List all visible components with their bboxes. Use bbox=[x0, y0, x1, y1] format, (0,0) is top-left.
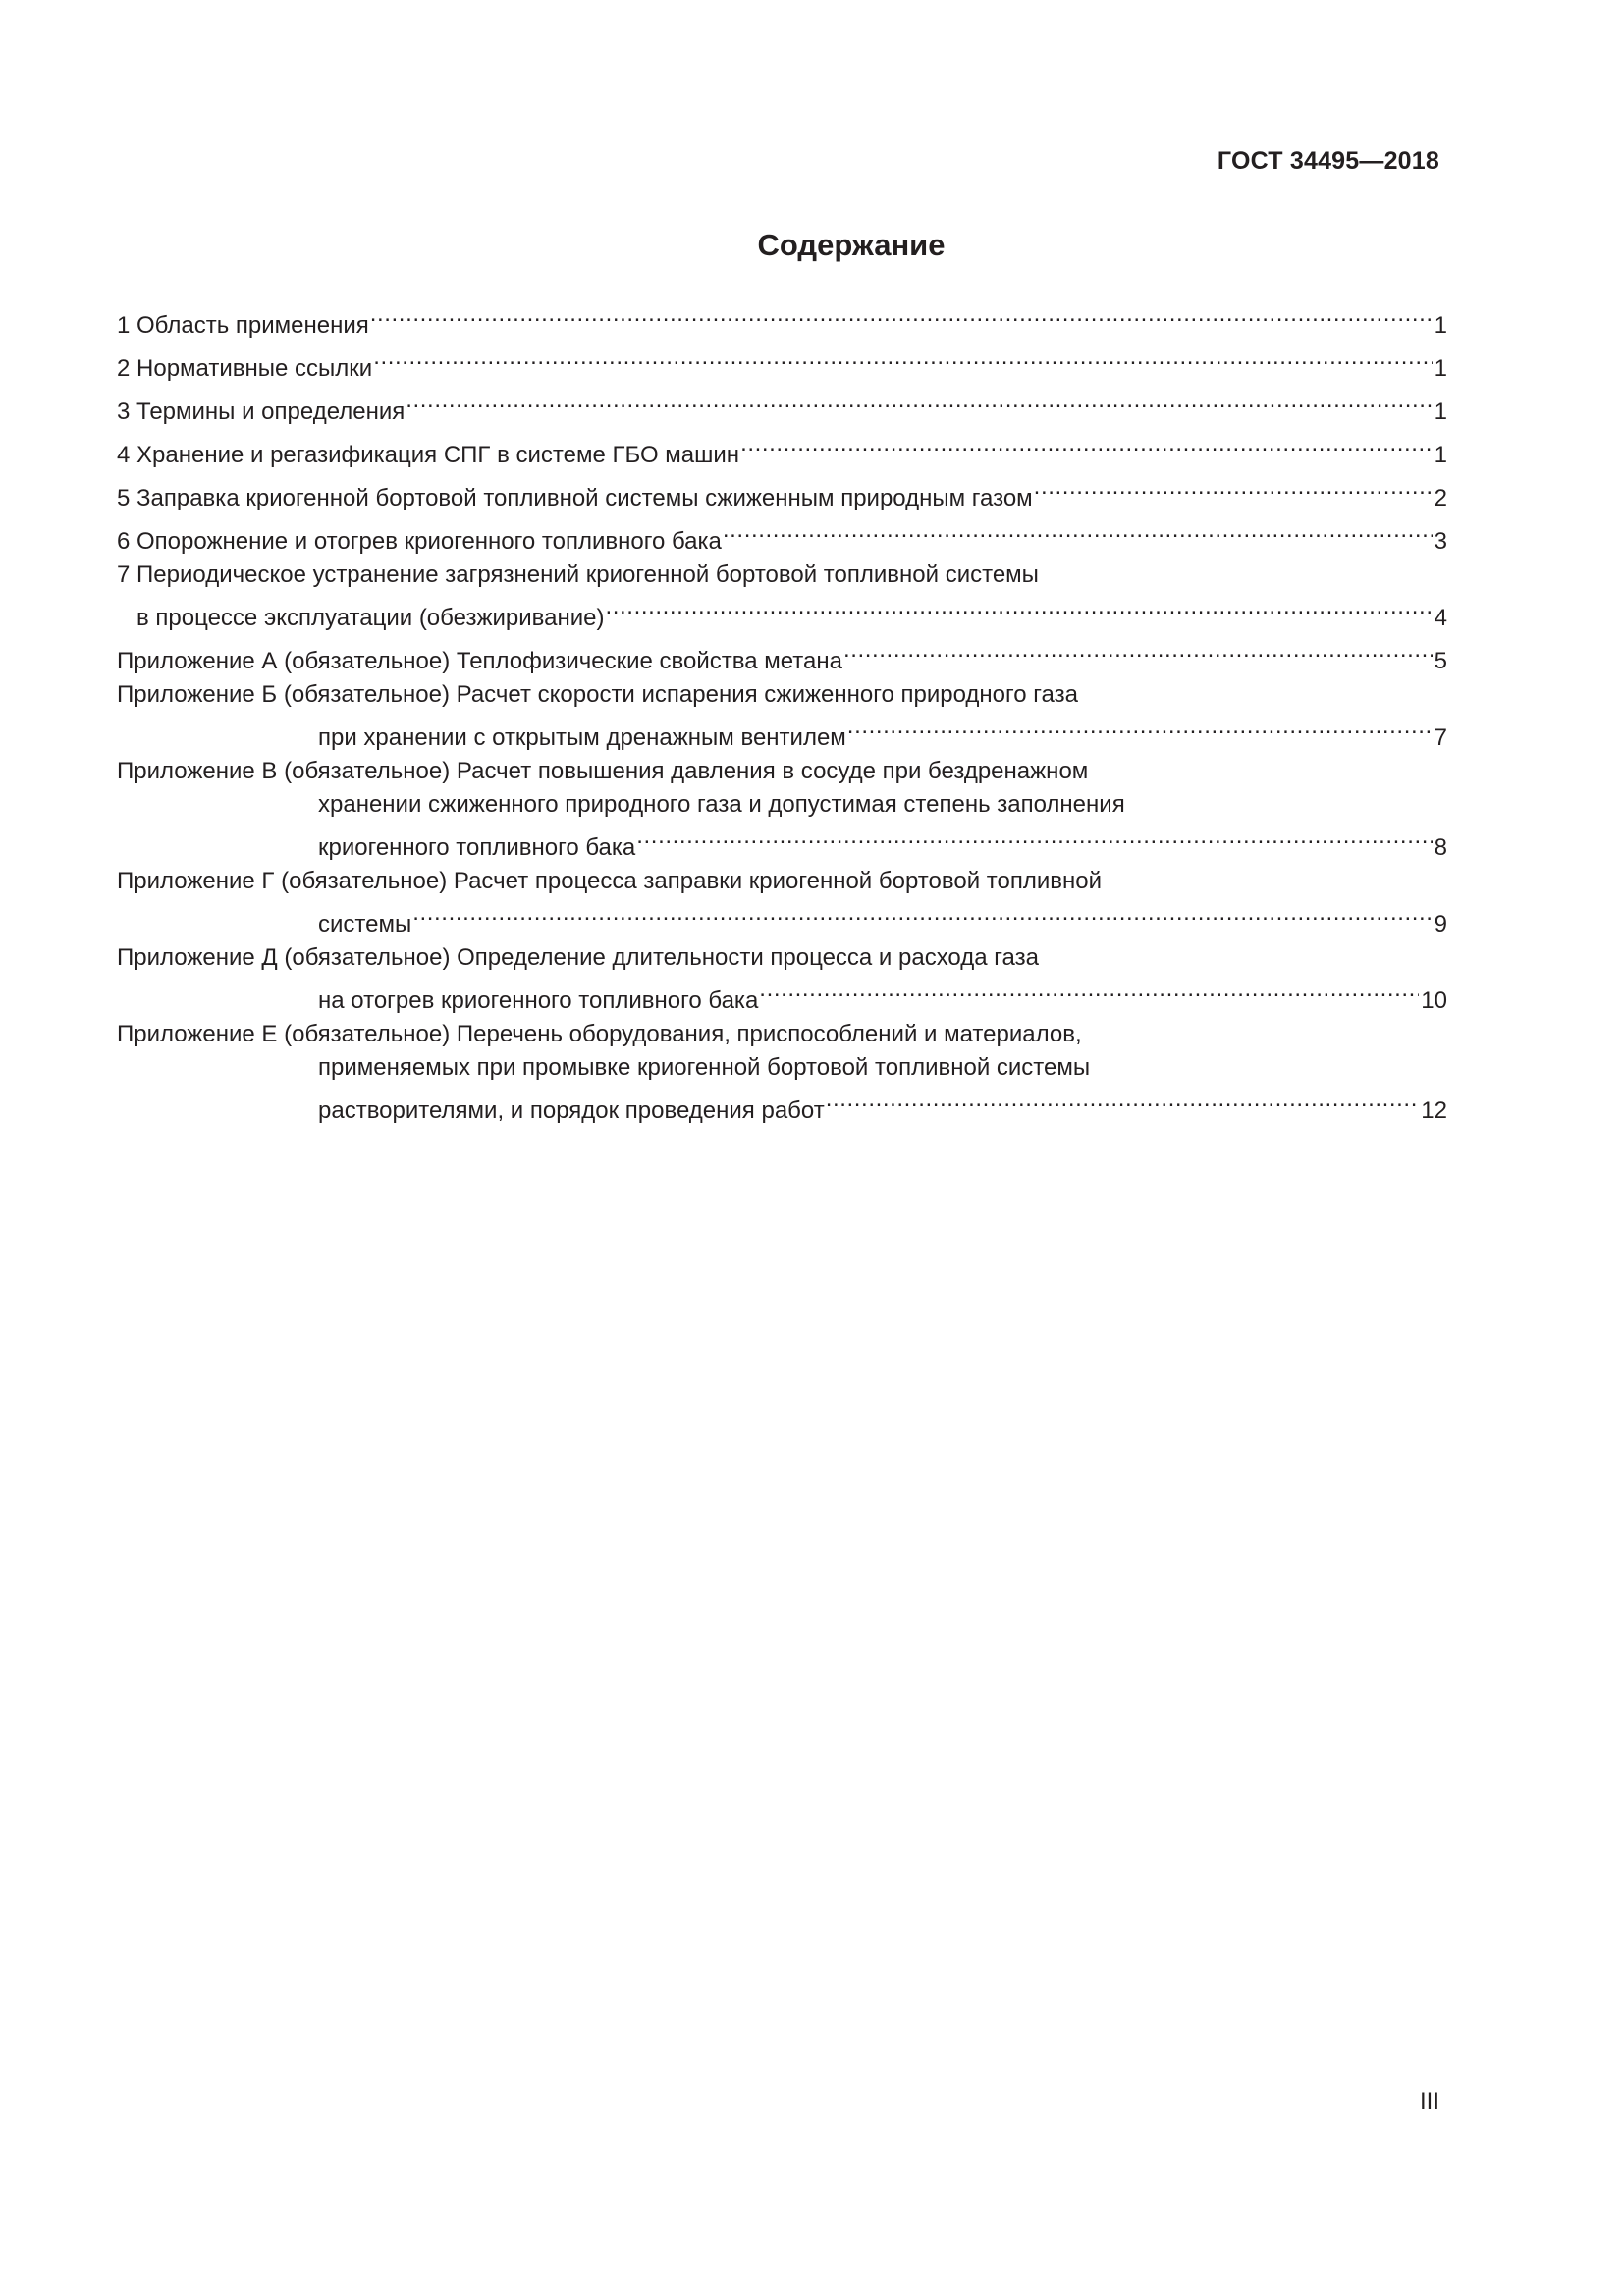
toc-page-number: 1 bbox=[1434, 355, 1447, 382]
toc-entry-text: 7 Периодическое устранение загрязнений криогенной бортовой топливной системы bbox=[117, 561, 1039, 588]
dot-leader bbox=[406, 386, 1432, 419]
toc-line bbox=[117, 1085, 1447, 1128]
toc-page-number: 5 bbox=[1434, 648, 1447, 674]
toc-entry-text: применяемых при промывке криогенной бортовой топливной системы bbox=[318, 1054, 1091, 1081]
toc-entry[interactable] bbox=[117, 1018, 1447, 1128]
toc-entry-text: 5 Заправка криогенной бортовой топливной системы сжиженным природным газом bbox=[117, 485, 1033, 511]
toc-line bbox=[117, 299, 1447, 343]
document-id: ГОСТ 34495—2018 bbox=[1217, 147, 1439, 175]
toc-entry[interactable] bbox=[117, 559, 1447, 635]
toc-entry-text: 1 Область применения bbox=[117, 312, 369, 339]
toc-page-number: 10 bbox=[1421, 988, 1447, 1014]
toc-line bbox=[117, 712, 1447, 755]
page-number: III bbox=[1419, 2088, 1439, 2114]
dot-leader bbox=[412, 898, 1432, 932]
toc-page-number: 4 bbox=[1434, 605, 1447, 631]
toc-page-number: 12 bbox=[1421, 1097, 1447, 1124]
toc-line bbox=[117, 343, 1447, 386]
toc-page-number: 7 bbox=[1434, 724, 1447, 751]
toc-line bbox=[117, 592, 1447, 635]
toc-entry-text: Приложение Е (обязательное) Перечень оборудования, приспособлений и материалов, bbox=[117, 1021, 1082, 1047]
toc-line bbox=[117, 515, 1447, 559]
toc-entry[interactable] bbox=[117, 865, 1447, 941]
toc-entry-text: Приложение Б (обязательное) Расчет скорости испарения сжиженного природного газа bbox=[117, 681, 1078, 708]
toc-line bbox=[117, 429, 1447, 472]
toc-entry-text: 2 Нормативные ссылки bbox=[117, 355, 373, 382]
dot-leader bbox=[847, 712, 1433, 745]
toc-entry-text: в процессе эксплуатации (обезжиривание) bbox=[136, 605, 605, 631]
toc-line bbox=[117, 822, 1447, 865]
toc-entry[interactable] bbox=[117, 941, 1447, 1018]
dot-leader bbox=[370, 299, 1433, 333]
toc-entry-text: 4 Хранение и регазификация СПГ в системе ГБО машин bbox=[117, 442, 740, 468]
toc-title: Содержание bbox=[757, 228, 946, 262]
toc-entry[interactable] bbox=[117, 755, 1447, 865]
toc-page-number: 2 bbox=[1434, 485, 1447, 511]
toc-entry-text: растворителями, и порядок проведения работ bbox=[318, 1097, 825, 1124]
toc-page-number: 1 bbox=[1434, 442, 1447, 468]
toc-page-number: 1 bbox=[1434, 399, 1447, 425]
toc-entry-text: на отогрев криогенного топливного бака bbox=[318, 988, 759, 1014]
toc-entry[interactable] bbox=[117, 515, 1447, 559]
toc-entry-text: системы bbox=[318, 911, 412, 937]
toc-entry-text: Приложение Д (обязательное) Определение длительности процесса и расхода газа bbox=[117, 944, 1039, 971]
dot-leader bbox=[826, 1085, 1420, 1118]
toc-page-number: 9 bbox=[1434, 911, 1447, 937]
dot-leader bbox=[759, 975, 1419, 1008]
dot-leader bbox=[636, 822, 1432, 855]
toc-line bbox=[117, 975, 1447, 1018]
toc-entry[interactable] bbox=[117, 343, 1447, 386]
toc-line bbox=[117, 386, 1447, 429]
dot-leader bbox=[1034, 472, 1433, 506]
toc-entry-text: Приложение А (обязательное) Теплофизические свойства метана bbox=[117, 648, 842, 674]
dot-leader bbox=[740, 429, 1433, 462]
toc-entry[interactable] bbox=[117, 472, 1447, 515]
toc-entry-text: при хранении с открытым дренажным вентилем bbox=[318, 724, 846, 751]
toc-page-number: 3 bbox=[1434, 528, 1447, 555]
dot-leader bbox=[843, 635, 1433, 668]
table-of-contents bbox=[117, 299, 1447, 1128]
toc-entry[interactable] bbox=[117, 678, 1447, 755]
toc-entry[interactable] bbox=[117, 429, 1447, 472]
toc-entry-text: хранении сжиженного природного газа и допустимая степень заполнения bbox=[318, 791, 1125, 818]
toc-line bbox=[117, 635, 1447, 678]
toc-entry-text: 6 Опорожнение и отогрев криогенного топливного бака bbox=[117, 528, 722, 555]
toc-page-number: 8 bbox=[1434, 834, 1447, 861]
toc-line bbox=[117, 472, 1447, 515]
dot-leader bbox=[373, 343, 1432, 376]
toc-entry-text: криогенного топливного бака bbox=[318, 834, 636, 861]
toc-line bbox=[117, 898, 1447, 941]
dot-leader bbox=[723, 515, 1433, 549]
toc-entry-text: Приложение Г (обязательное) Расчет процесса заправки криогенной бортовой топливной bbox=[117, 868, 1102, 894]
dot-leader bbox=[606, 592, 1433, 625]
toc-page-number: 1 bbox=[1434, 312, 1447, 339]
toc-entry-text: 3 Термины и определения bbox=[117, 399, 406, 425]
toc-entry[interactable] bbox=[117, 299, 1447, 343]
toc-entry-text: Приложение В (обязательное) Расчет повышения давления в сосуде при бездренажном bbox=[117, 758, 1089, 784]
toc-entry[interactable] bbox=[117, 635, 1447, 678]
toc-entry[interactable] bbox=[117, 386, 1447, 429]
